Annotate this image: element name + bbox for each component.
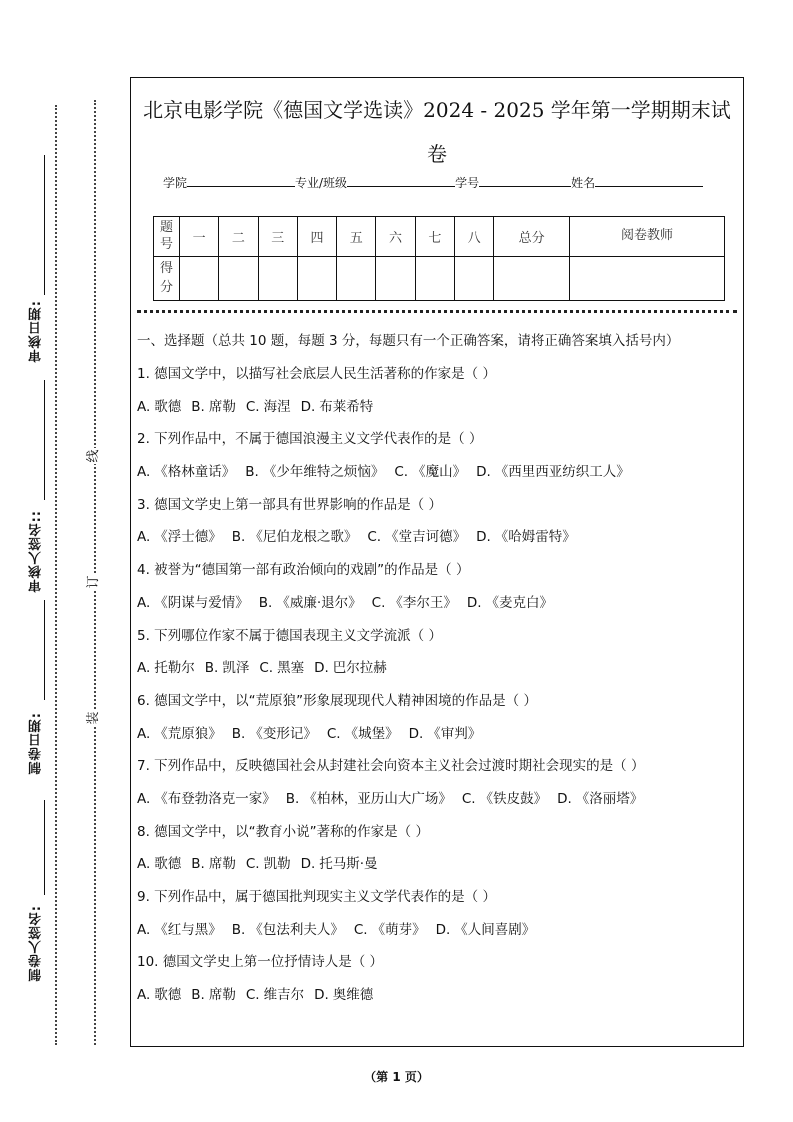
option-letter: D.	[408, 725, 424, 742]
score-cell[interactable]	[219, 256, 258, 300]
option-letter: C.	[353, 921, 368, 938]
option-text: 《阴谋与爱情》	[154, 594, 249, 611]
header-cell: 一	[180, 217, 219, 257]
option-text: 《洛丽塔》	[575, 790, 644, 807]
question-text: 2. 下列作品中，不属于德国浪漫主义文学代表作的是（ ）	[137, 431, 483, 448]
maker-date-line	[44, 600, 45, 700]
question-text: 10. 德国文学史上第一位抒情诗人是（ ）	[137, 954, 384, 971]
option-item	[462, 783, 547, 816]
option-item	[137, 652, 195, 685]
maker-date-label: 制卷日期:	[29, 712, 44, 775]
option-text: 《堂吉诃德》	[385, 529, 467, 546]
option-text: 托马斯·曼	[319, 856, 378, 873]
option-text: 《荒原狼》	[154, 725, 222, 742]
option-text: 《少年维特之烦恼》	[262, 464, 385, 481]
option-item	[409, 718, 482, 751]
score-label-cell: 得分	[154, 256, 180, 300]
question-text: 3. 德国文学史上第一部具有世界影响的作品是（ ）	[137, 496, 442, 513]
option-text: 《红与黑》	[154, 921, 222, 938]
name-field[interactable]	[595, 174, 703, 187]
option-item	[476, 521, 576, 554]
option-letter: C.	[367, 529, 382, 546]
student-id-field[interactable]	[479, 174, 571, 187]
option-letter: C.	[461, 790, 476, 807]
question-text: 4. 被誉为“德国第一部有政治倾向的戏剧”的作品是（ ）	[137, 562, 470, 579]
option-text: 《城堡》	[344, 725, 399, 742]
option-letter: B.	[204, 660, 219, 677]
score-cell[interactable]	[337, 256, 376, 300]
header-cell: 七	[415, 217, 454, 257]
option-text: 凯勒	[263, 856, 291, 873]
option-letter: B.	[258, 594, 273, 611]
question-section	[137, 330, 741, 1012]
score-cell[interactable]	[376, 256, 415, 300]
section-separator	[137, 310, 737, 313]
option-letter: B.	[231, 921, 246, 938]
option-text: 歌德	[154, 987, 182, 1004]
option-letter: D.	[314, 987, 329, 1004]
option-letter: C.	[245, 987, 260, 1004]
option-item	[137, 587, 249, 620]
reviewer-sign-label: 审核人签名::	[29, 510, 44, 593]
option-text: 《格林童话》	[154, 464, 236, 481]
option-item	[259, 587, 362, 620]
option-text: 席勒	[208, 987, 236, 1004]
option-item	[246, 391, 291, 424]
question-list	[137, 358, 741, 1012]
option-letter: D.	[476, 464, 491, 481]
option-text: 《布登勃洛克一家》	[154, 790, 276, 807]
option-row	[137, 652, 741, 685]
question-text: 6. 德国文学中，以“荒原狼”形象展现现代人精神困境的作品是（ ）	[137, 692, 537, 709]
option-item	[394, 456, 466, 489]
option-letter: C.	[326, 725, 341, 742]
option-letter: D.	[435, 921, 451, 938]
option-text: 《哈姆雷特》	[494, 529, 576, 546]
option-letter: C.	[394, 464, 409, 481]
option-text: 奥维德	[332, 987, 374, 1004]
binding-dotted-line	[55, 105, 57, 1045]
option-text: 席勒	[208, 398, 236, 415]
option-letter: B.	[191, 398, 205, 415]
option-row	[137, 783, 741, 816]
option-letter: A.	[137, 856, 151, 873]
option-text: 《萌芽》	[371, 921, 426, 938]
bind-mark-order: 订	[86, 575, 101, 589]
option-text: 《人间喜剧》	[454, 921, 536, 938]
option-row	[137, 587, 741, 620]
score-cell[interactable]	[494, 256, 570, 300]
option-text: 《威廉·退尔》	[276, 594, 362, 611]
option-text: 《铁皮鼓》	[479, 790, 548, 807]
option-text: 巴尔拉赫	[332, 660, 387, 677]
option-letter: C.	[245, 856, 260, 873]
option-item	[245, 456, 384, 489]
option-item	[327, 718, 399, 751]
option-text: 黑塞	[277, 660, 305, 677]
option-item	[246, 848, 291, 881]
option-text: 《审判》	[427, 725, 482, 742]
score-cell[interactable]	[570, 256, 725, 300]
option-item	[314, 979, 373, 1012]
option-text: 席勒	[208, 856, 236, 873]
option-item	[137, 979, 181, 1012]
option-letter: D.	[557, 790, 572, 807]
option-letter: D.	[300, 398, 316, 415]
option-item	[557, 783, 643, 816]
option-row	[137, 979, 741, 1012]
reviewer-date-line	[44, 155, 45, 295]
option-item	[476, 456, 630, 489]
option-letter: A.	[137, 790, 151, 807]
bind-mark-line: 线	[86, 449, 101, 463]
score-table-score-row	[154, 256, 725, 300]
option-letter: C.	[259, 660, 274, 677]
major-class-field[interactable]	[347, 174, 455, 187]
option-item	[467, 587, 553, 620]
score-cell[interactable]	[454, 256, 493, 300]
page-footer: （第 1 页）	[364, 1070, 429, 1084]
option-row	[137, 521, 741, 554]
option-text: 维吉尔	[263, 987, 305, 1004]
question-text: 1. 德国文学中，以描写社会底层人民生活著称的作家是（ ）	[137, 366, 496, 382]
option-item	[137, 783, 276, 816]
option-item	[191, 848, 236, 881]
option-text: 凯泽	[222, 660, 250, 677]
option-row	[137, 914, 741, 947]
option-letter: A.	[137, 398, 151, 415]
option-row	[137, 718, 741, 751]
option-item	[367, 521, 466, 554]
score-cell[interactable]	[258, 256, 297, 300]
option-text: 布莱希特	[319, 398, 374, 415]
option-text: 歌德	[154, 398, 182, 415]
exam-title: 北京电影学院《德国文学选读》2024 - 2025 学年第一学期期末试卷	[143, 98, 731, 166]
header-cell: 二	[219, 217, 258, 257]
maker-sign-label: 制卷人签名:	[29, 905, 44, 982]
option-text: 托勒尔	[154, 660, 195, 677]
option-text: 《尼伯龙根之歌》	[249, 529, 358, 546]
option-letter: B.	[191, 987, 205, 1004]
option-letter: A.	[137, 464, 151, 481]
option-item	[314, 652, 387, 685]
option-item	[372, 587, 457, 620]
header-cell: 阅卷教师	[570, 217, 725, 257]
maker-sign-line	[44, 800, 45, 895]
reviewer-date-label: 审核日期:	[29, 300, 44, 363]
option-text: 《柏林，亚历山大广场》	[303, 790, 452, 807]
header-cell: 三	[258, 217, 297, 257]
score-table	[153, 216, 725, 301]
option-text: 《魔山》	[412, 464, 467, 481]
option-letter: B.	[231, 529, 246, 546]
question-text: 9. 下列作品中，属于德国批判现实主义文学代表作的是（ ）	[137, 889, 496, 905]
option-text: 歌德	[154, 856, 182, 873]
option-letter: A.	[137, 921, 151, 938]
student-id-label: 学号	[455, 176, 480, 190]
header-cell: 四	[297, 217, 336, 257]
score-table-header-row	[154, 217, 725, 257]
option-text: 《西里西亚纺织工人》	[494, 464, 630, 481]
option-letter: B.	[191, 856, 205, 873]
option-item	[137, 848, 181, 881]
header-cell: 八	[454, 217, 493, 257]
option-text: 《包法利夫人》	[249, 921, 344, 938]
header-label-cell: 题号	[154, 217, 180, 257]
bind-mark-pack: 装	[86, 711, 101, 725]
option-item	[232, 914, 344, 947]
question-text: 8. 德国文学中，以“教育小说”著称的作家是（ ）	[137, 823, 429, 840]
section-heading: 一、选择题（总共 10 题，每题 3 分，每题只有一个正确答案，请将正确答案填入括号内）	[137, 333, 680, 349]
option-letter: B.	[231, 725, 246, 742]
option-letter: A.	[137, 529, 151, 546]
header-cell: 六	[376, 217, 415, 257]
score-cell[interactable]	[297, 256, 336, 300]
option-text: 《麦克白》	[485, 594, 554, 611]
option-item	[137, 521, 222, 554]
header-cell: 五	[337, 217, 376, 257]
option-row	[137, 848, 741, 881]
option-letter: A.	[137, 660, 151, 677]
option-letter: A.	[137, 594, 151, 611]
option-item	[191, 979, 236, 1012]
option-text: 《变形记》	[249, 725, 317, 742]
college-field[interactable]	[187, 174, 295, 187]
option-letter: B.	[285, 790, 300, 807]
option-text: 《李尔王》	[389, 594, 457, 611]
option-letter: D.	[466, 594, 482, 611]
option-item	[286, 783, 452, 816]
option-item	[436, 914, 536, 947]
option-item	[246, 979, 304, 1012]
student-info-row	[163, 174, 703, 191]
option-text: 海涅	[263, 398, 291, 415]
option-item	[232, 521, 358, 554]
option-row	[137, 456, 741, 489]
option-item	[137, 391, 181, 424]
option-letter: A.	[137, 987, 151, 1004]
question-text: 7. 下列作品中，反映德国社会从封建社会向资本主义社会过渡时期社会现实的是（ ）	[137, 758, 645, 775]
binding-dotted-line-inner	[94, 100, 96, 1045]
option-item	[137, 914, 222, 947]
option-letter: B.	[245, 464, 259, 481]
option-item	[259, 652, 304, 685]
option-letter: C.	[371, 594, 386, 611]
reviewer-sign-line	[44, 380, 45, 500]
option-item	[301, 391, 374, 424]
question-text: 5. 下列哪位作家不属于德国表现主义文学流派（ ）	[137, 627, 442, 644]
option-letter: D.	[476, 529, 491, 546]
option-item	[354, 914, 426, 947]
option-letter: D.	[300, 856, 316, 873]
option-item	[137, 456, 235, 489]
option-text: 《浮士德》	[154, 529, 222, 546]
score-cell[interactable]	[415, 256, 454, 300]
option-letter: A.	[137, 725, 151, 742]
option-item	[137, 718, 222, 751]
option-item	[232, 718, 317, 751]
score-cell[interactable]	[180, 256, 219, 300]
option-row	[137, 391, 741, 424]
name-label: 姓名	[571, 176, 596, 190]
option-item	[205, 652, 250, 685]
college-label: 学院	[163, 176, 188, 190]
option-item	[301, 848, 378, 881]
option-letter: C.	[245, 398, 260, 415]
option-letter: D.	[314, 660, 329, 677]
option-item	[191, 391, 236, 424]
exam-frame	[130, 77, 744, 1047]
header-cell: 总分	[494, 217, 570, 257]
major-class-label: 专业/班级	[295, 176, 348, 190]
